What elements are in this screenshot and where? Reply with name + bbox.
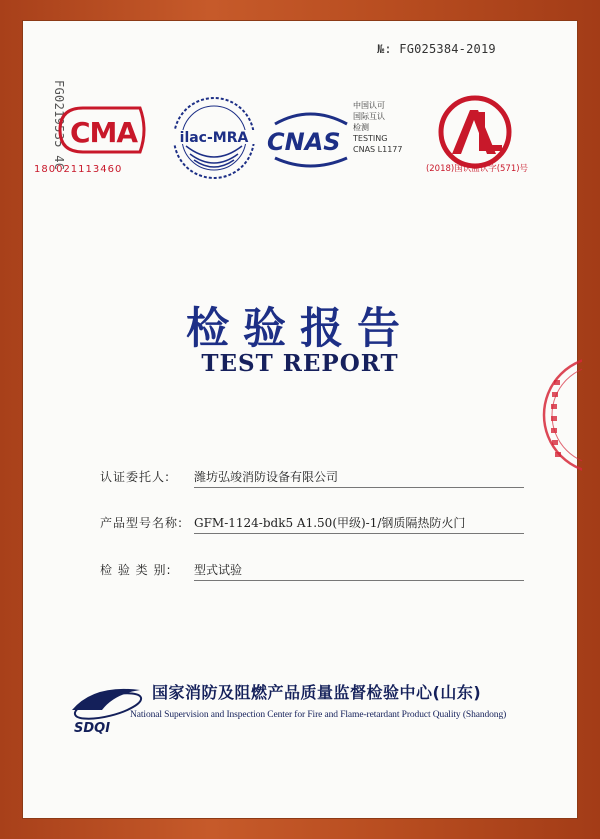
ilac-mra-logo [164,88,264,188]
field-label: 检 验 类 别: [100,563,172,577]
cnas-accreditation-text [353,100,423,155]
svg-text:CMA: CMA [70,116,138,149]
field-inspection-type [100,561,530,581]
field-value: GFM-1124-bdk5 A1.50(甲级)-1/钢质隔热防火门 [194,514,524,534]
cnas-line: 检测 [353,123,369,132]
cnas-line: 国际互认 [353,112,385,121]
field-value: 潍坊弘竣消防设备有限公司 [194,468,524,488]
cma-number: 180021113460 [34,164,123,175]
field-product-model [100,514,530,534]
page-title: 检验报告 [186,304,414,354]
field-label: 产品型号名称: [100,516,184,530]
cma-logo [48,100,158,164]
al-caption: (2018)国认监认字(571)号 [425,164,529,174]
red-seal [532,350,582,480]
field-value: 型式试验 [194,561,524,581]
center-name-en: National Supervision and Inspection Center for Fire and Flame-retardant Product Quality (Shandong) [130,710,507,720]
sdqi-logo [64,680,148,736]
field-label: 认证委托人: [100,470,171,484]
vertical-code: FG0219535 4C [52,80,66,171]
svg-text:SDQI: SDQI [74,721,111,736]
svg-text:ilac-MRA: ilac-MRA [179,130,249,146]
certificate-page [22,20,578,819]
page-title-english: TEST REPORT [201,350,399,377]
center-name-cn: 国家消防及阻燃产品质量监督检验中心(山东) [152,683,482,702]
report-number: №: FG025384-2019 [377,42,496,56]
svg-text:CNAS: CNAS [267,128,341,156]
field-client [100,468,530,488]
cnas-logo [265,102,360,172]
cnas-line: CNAS L1177 [353,145,403,154]
cnas-line: TESTING [353,134,388,143]
cnas-line: 中国认可 [353,101,385,110]
